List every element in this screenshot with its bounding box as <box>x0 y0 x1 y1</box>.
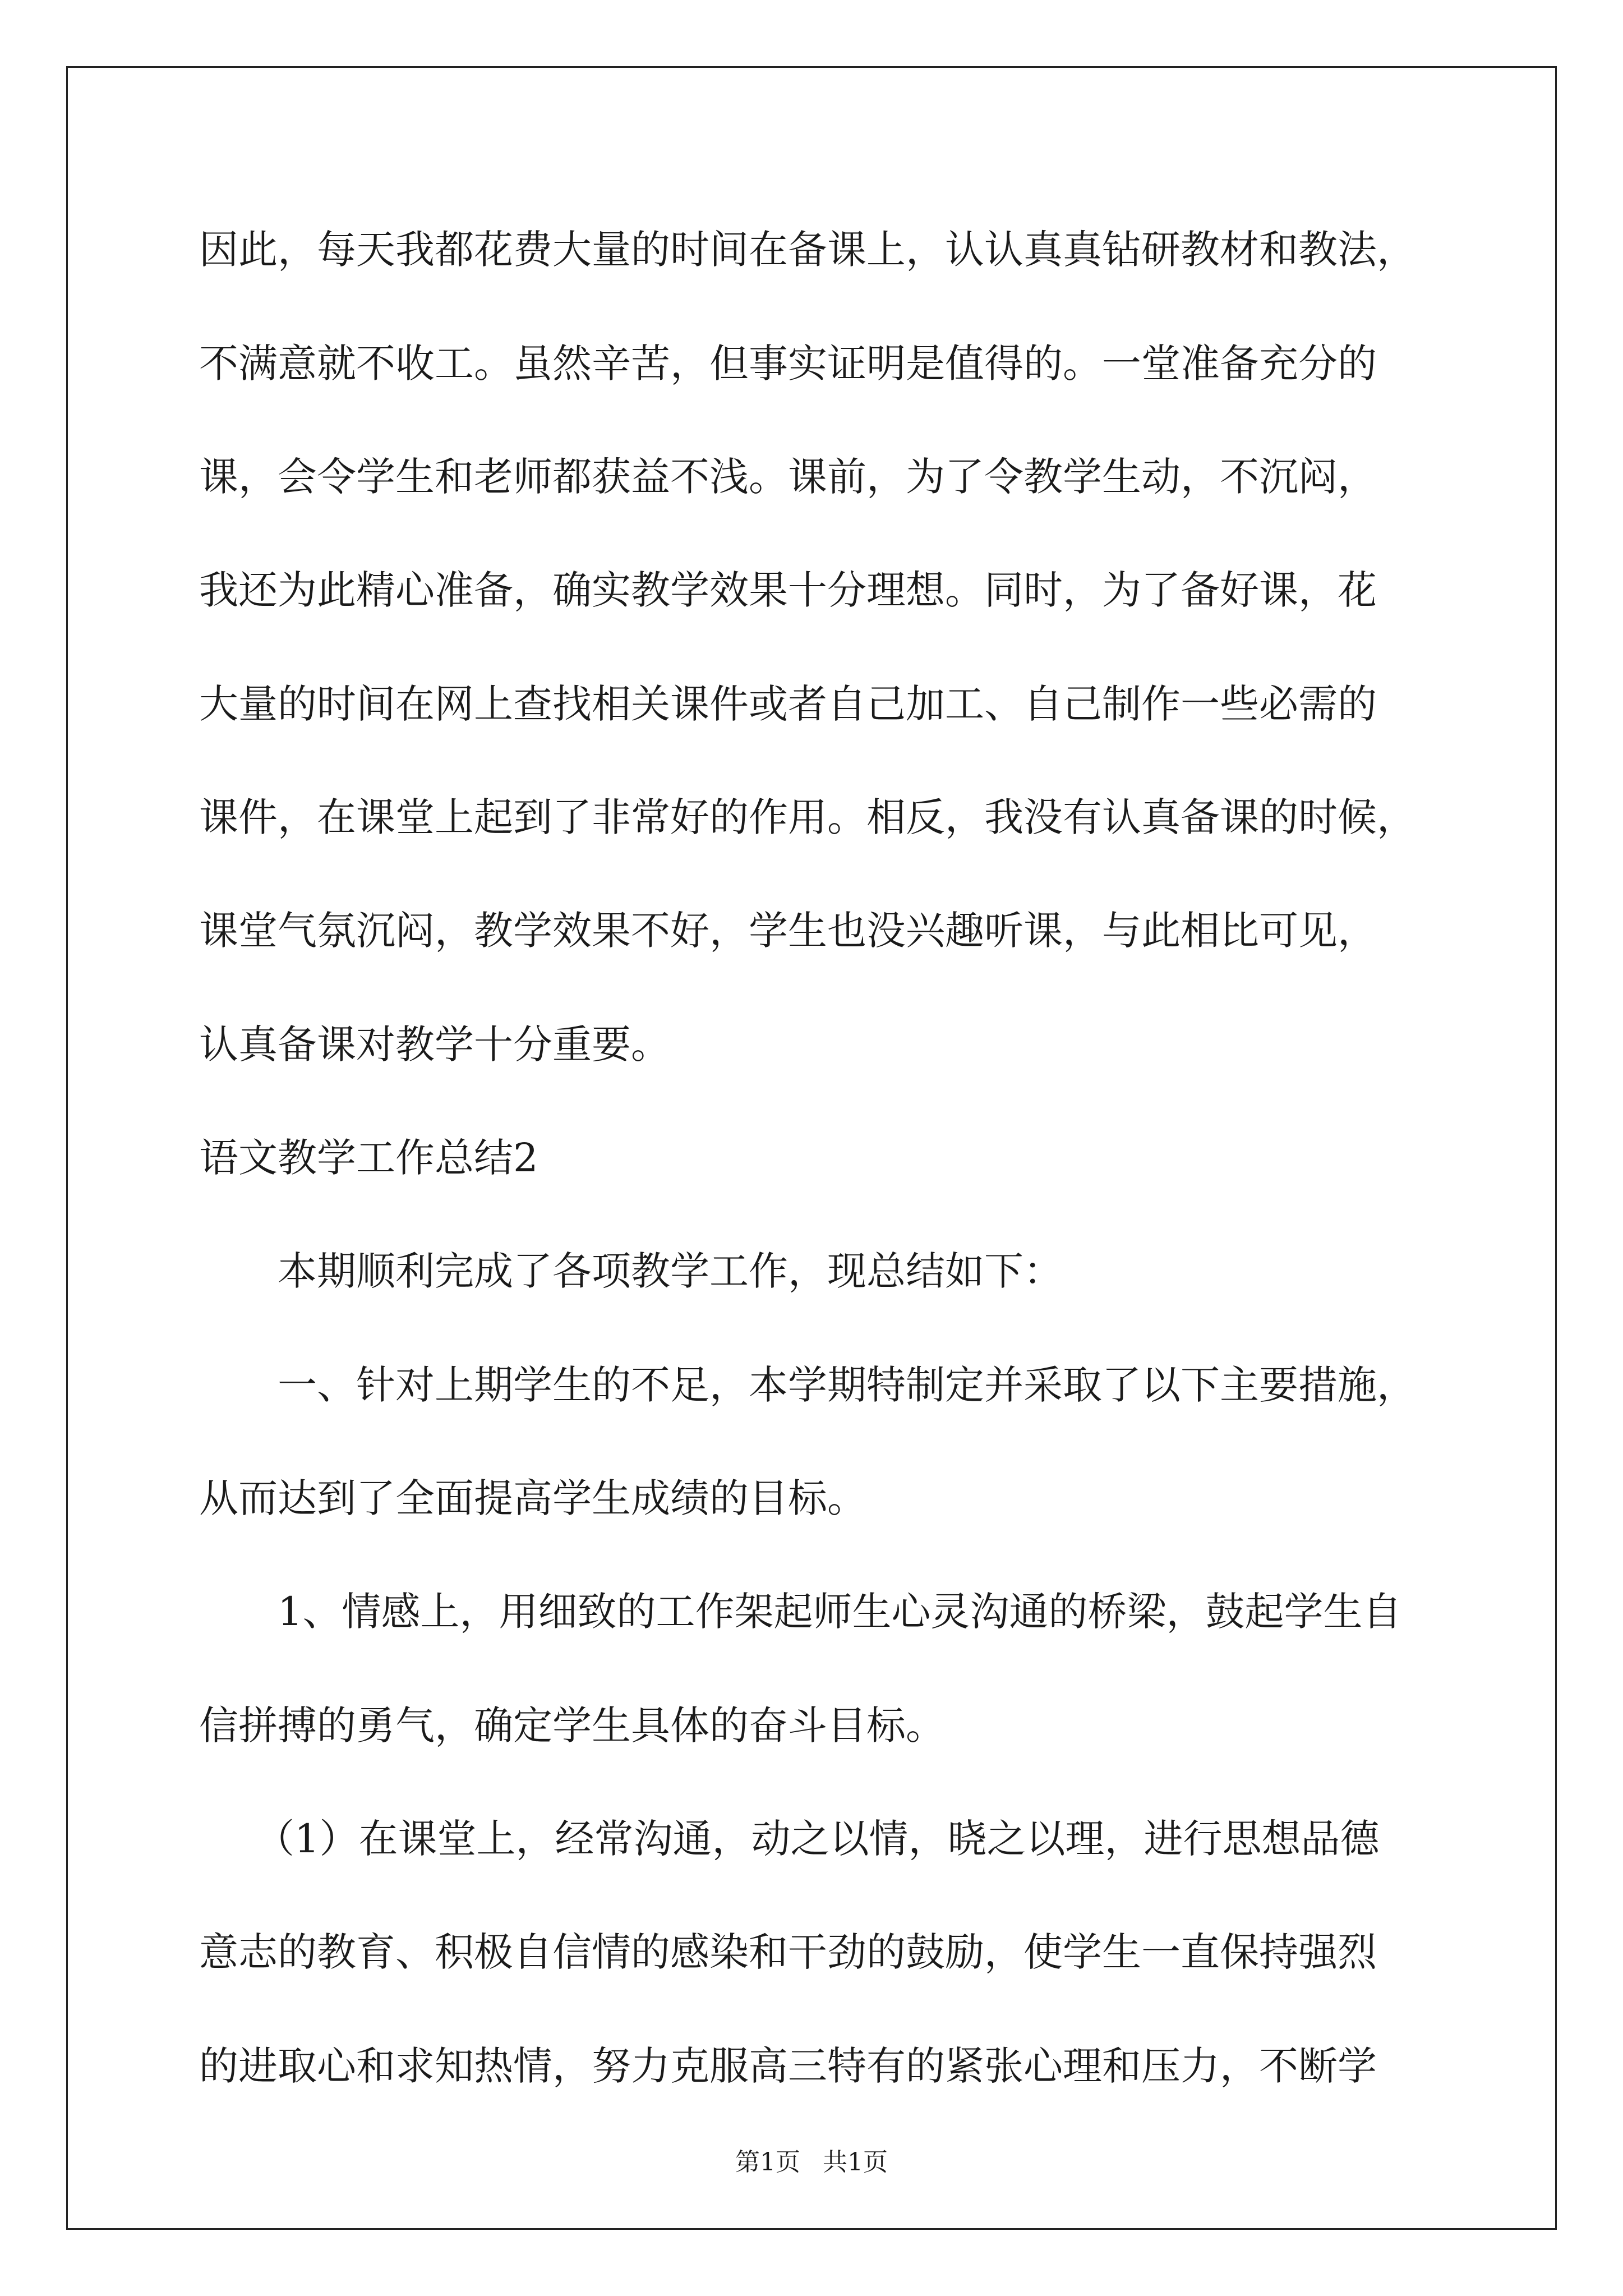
page-total: 共1页 <box>823 2148 888 2177</box>
body-text-line: 信拼搏的勇气，确定学生具体的奋斗目标。 <box>199 1703 945 1749</box>
section-heading: 语文教学工作总结2 <box>199 1135 538 1181</box>
body-text-line: 从而达到了全面提高学生成绩的目标。 <box>199 1475 866 1521</box>
body-text-line: 认真备课对教学十分重要。 <box>199 1022 670 1068</box>
body-text-line: （1）在课堂上，经常沟通，动之以情，晓之以理，进行思想品德 <box>255 1816 1380 1862</box>
body-text-line: 课件，在课堂上起到了非常好的作用。相反，我没有认真备课的时候， <box>199 794 1416 840</box>
page-number: 第1页 <box>735 2148 800 2177</box>
body-text-line: 因此，每天我都花费大量的时间在备课上，认认真真钻研教材和教法， <box>199 227 1416 273</box>
body-text-line: 意志的教育、积极自信情的感染和干劲的鼓励，使学生一直保持强烈 <box>199 1929 1377 1975</box>
body-text-line: 课，会令学生和老师都获益不浅。课前，为了令教学生动，不沉闷， <box>199 454 1377 500</box>
body-text-line: 大量的时间在网上查找相关课件或者自己加工、自己制作一些必需的 <box>199 681 1377 727</box>
body-text-line: 课堂气氛沉闷，教学效果不好，学生也没兴趣听课，与此相比可见， <box>199 908 1377 954</box>
page-footer <box>0 2146 1623 2179</box>
body-text-line: 我还为此精心准备，确实教学效果十分理想。同时，为了备好课，花 <box>199 567 1377 613</box>
body-text-line: 1、情感上，用细致的工作架起师生心灵沟通的桥梁，鼓起学生自 <box>278 1589 1402 1635</box>
body-text-line: 一、针对上期学生的不足，本学期特制定并采取了以下主要措施， <box>278 1362 1416 1408</box>
body-text-line: 本期顺利完成了各项教学工作，现总结如下： <box>278 1248 1063 1294</box>
body-text-line: 不满意就不收工。虽然辛苦，但事实证明是值得的。一堂准备充分的 <box>199 341 1377 386</box>
body-text-line: 的进取心和求知热情，努力克服高三特有的紧张心理和压力，不断学 <box>199 2043 1377 2089</box>
